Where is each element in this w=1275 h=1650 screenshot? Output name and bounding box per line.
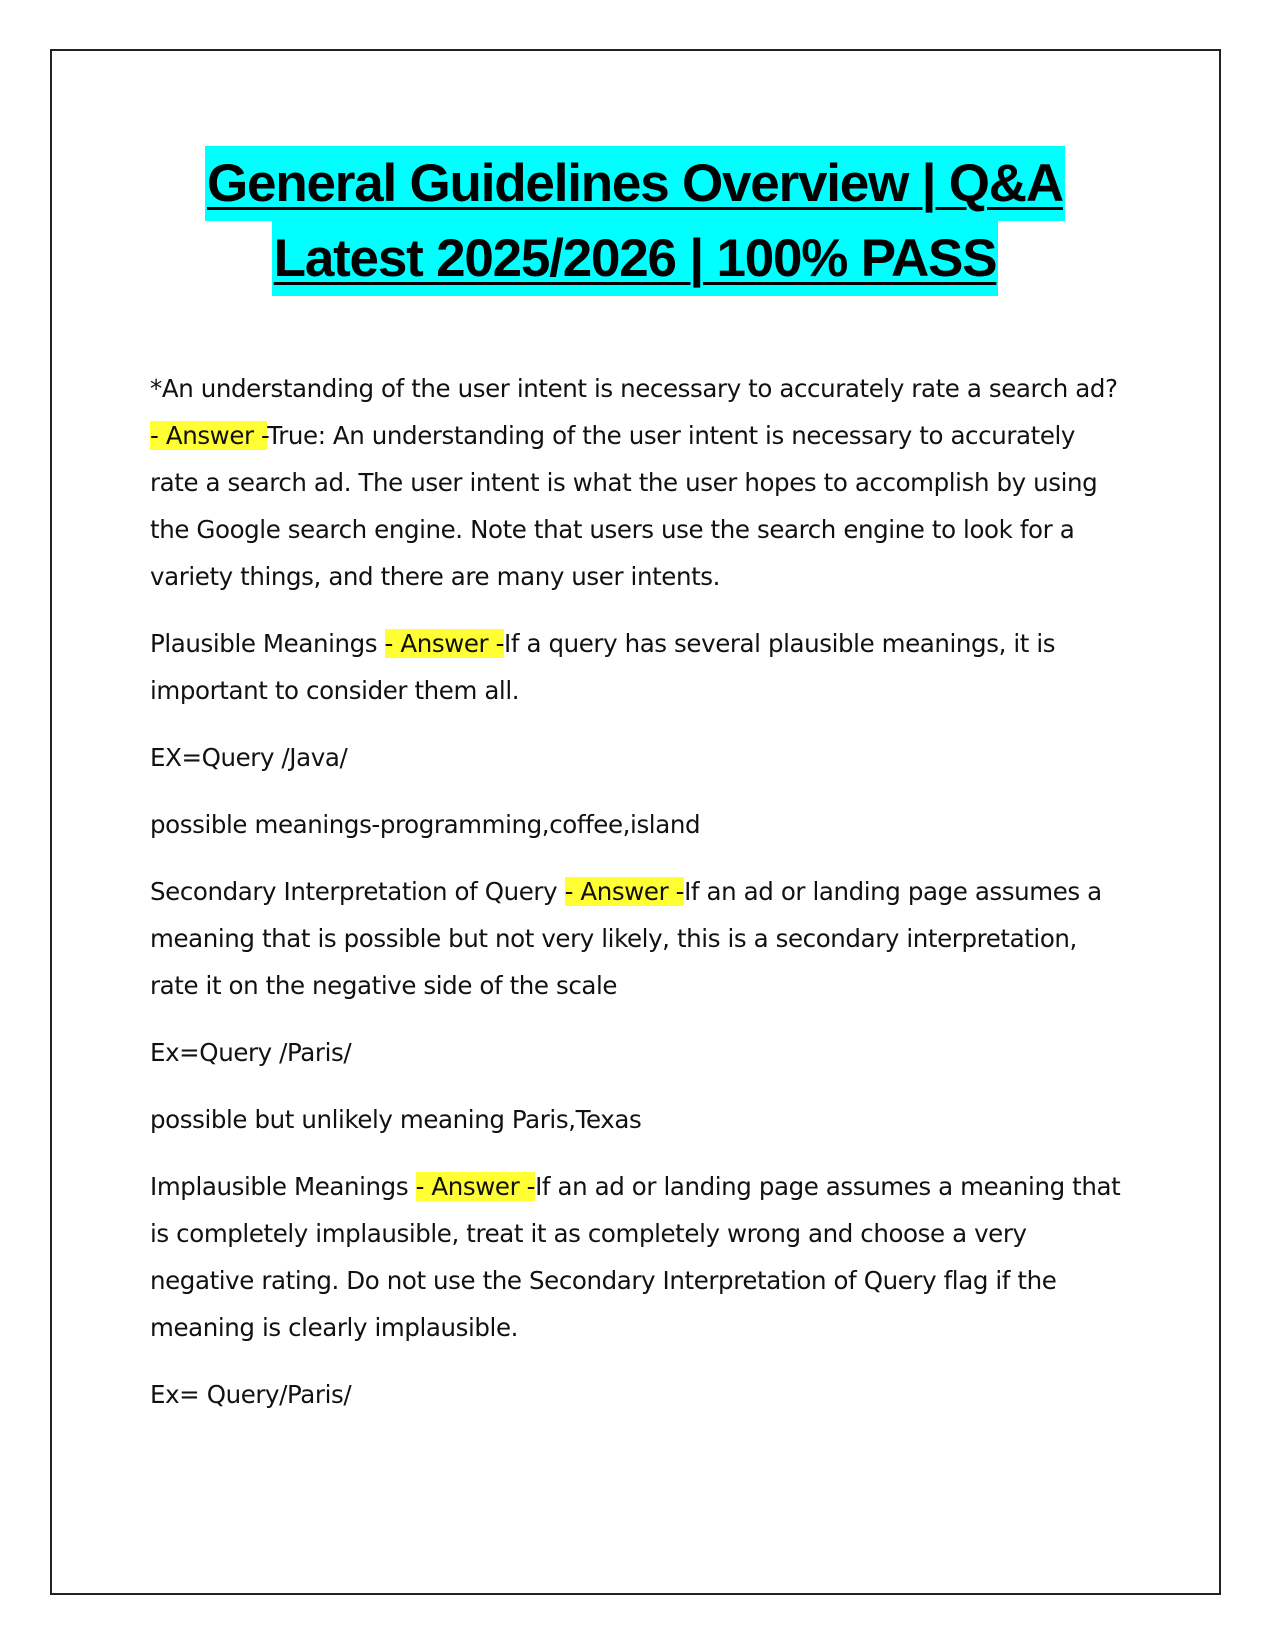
title-line-2: Latest 2025/2026 | 100% PASS: [272, 221, 999, 296]
question-text: Plausible Meanings: [150, 629, 385, 658]
question-text: Secondary Interpretation of Query: [150, 877, 565, 906]
answer-marker: - Answer -: [564, 877, 685, 906]
example-paris-query-2: Ex= Query/Paris/: [150, 1380, 352, 1409]
answer-text: If an ad or landing page assumes a meaning that is completely implausible, treat it as completely wrong and choose a very negative rating. Do not use the Secondary Interpretation of Query flag if the meaning is clearly implausible.: [150, 1172, 1121, 1342]
qa-secondary-interpretation: [150, 868, 1125, 1009]
example-java-query: EX=Query /Java/: [150, 743, 348, 772]
example-java-meanings: possible meanings-programming,coffee,island: [150, 810, 701, 839]
question-text: *An understanding of the user intent is necessary to accurately rate a search ad?: [150, 374, 1118, 403]
answer-marker: - Answer -: [415, 1172, 536, 1201]
answer-marker: - Answer -: [150, 421, 268, 450]
example-paris-meaning: possible but unlikely meaning Paris,Texas: [150, 1105, 642, 1134]
document-title: [60, 146, 1210, 296]
answer-text: True: An understanding of the user intent is necessary to accurately rate a search ad. The user intent is what the user hopes to accomplish by using the Google search engine. Note that users use the search engine to look for a variety things, and there are many user intents.: [150, 421, 1098, 591]
example-paris-query: Ex=Query /Paris/: [150, 1038, 352, 1067]
qa-implausible-meanings: [150, 1163, 1125, 1351]
title-line-1: General Guidelines Overview | Q&A: [205, 146, 1065, 221]
question-text: Implausible Meanings: [150, 1172, 416, 1201]
answer-text: If a query has several plausible meanings, it is important to consider them all.: [150, 629, 1056, 705]
answer-marker: - Answer -: [384, 629, 505, 658]
answer-text: If an ad or landing page assumes a meaning that is possible but not very likely, this is a secondary interpretation, rate it on the negative side of the scale: [150, 877, 1102, 1000]
qa-plausible-meanings: [150, 620, 1125, 714]
document-body: [150, 365, 1125, 1438]
qa-user-intent: [150, 365, 1125, 600]
